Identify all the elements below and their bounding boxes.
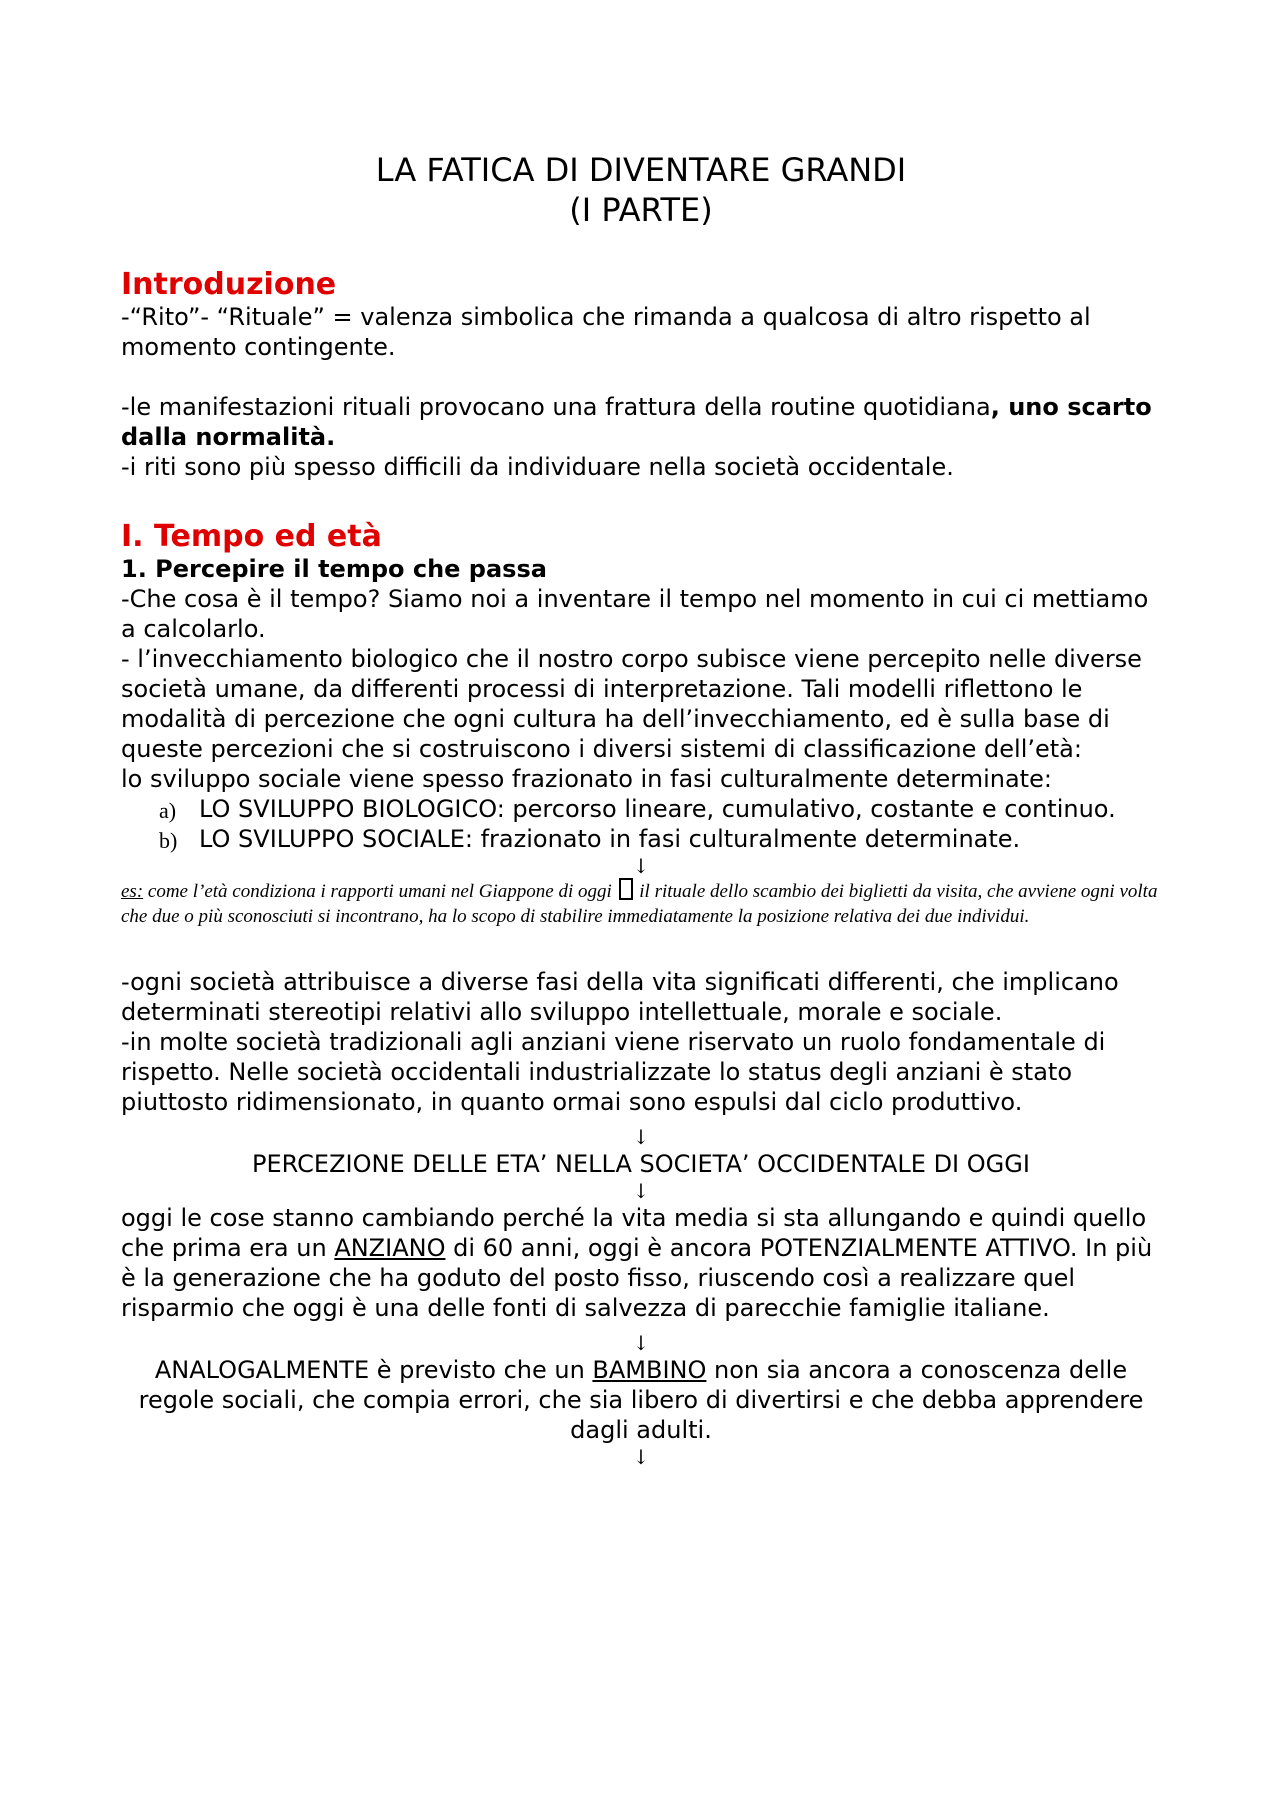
section1-paragraph-3: lo sviluppo sociale viene spesso frazionato in fasi culturalmente determinate: xyxy=(121,765,1052,793)
section1-paragraph-2: - l’invecchiamento biologico che il nostro corpo subisce viene percepito nelle diverse società umane, da differenti processi di interpretazione. Tali modelli riflettono le modalità di percezione che ogni cultura ha dell’invecchiamento, ed è sulla base di queste percezioni che si costruiscono i diversi sistemi di classificazione dell’età: xyxy=(121,645,1142,763)
down-arrow-icon: ↓ xyxy=(632,1125,650,1149)
down-arrow-icon: ↓ xyxy=(632,1331,650,1355)
list-marker: a) xyxy=(159,798,177,823)
example-label: es: xyxy=(121,881,144,902)
intro-paragraph-2 xyxy=(121,392,1161,452)
example-text-part2: il rituale dello scambio dei biglietti da visita, che avviene ogni volta che due o più sconosciuti si incontrano, ha lo scopo di stabilire immediatamente la posizione relativa dei due individui. xyxy=(121,881,1158,927)
down-arrow-icon: ↓ xyxy=(632,854,650,878)
document-title-line2: (I PARTE) xyxy=(569,191,713,229)
arrow-glyph-icon xyxy=(619,878,633,900)
document-body xyxy=(121,150,1161,1469)
intro-paragraph-2-text: -le manifestazioni rituali provocano una frattura della routine quotidiana xyxy=(121,393,991,421)
section1-paragraph-1: -Che cosa è il tempo? Siamo noi a inventare il tempo nel momento in cui ci mettiamo a calcolarlo. xyxy=(121,585,1149,643)
section1-subheading: 1. Percepire il tempo che passa xyxy=(121,555,547,583)
list-item-text: LO SVILUPPO BIOLOGICO: percorso lineare, cumulativo, costante e continuo. xyxy=(199,795,1116,823)
paragraph-7-text-b: non sia ancora a conoscenza delle regole sociali, che compia errori, che sia libero di divertirsi e che debba apprendere dagli adulti. xyxy=(138,1356,1144,1444)
paragraph-7-text-a: ANALOGALMENTE è previsto che un xyxy=(154,1356,593,1384)
list-marker: b) xyxy=(159,828,178,853)
example-text-part1: come l’età condiziona i rapporti umani nel Giappone di oggi xyxy=(143,881,612,902)
intro-paragraph-1: -“Rito”- “Rituale” = valenza simbolica che rimanda a qualcosa di altro rispetto al momento contingente. xyxy=(121,303,1091,361)
example-note xyxy=(121,878,1161,929)
section1-heading: I. Tempo ed età xyxy=(121,519,382,554)
down-arrow-icon: ↓ xyxy=(632,1179,650,1203)
document-title-line1: LA FATICA DI DIVENTARE GRANDI xyxy=(375,151,907,189)
paragraph-7-underlined: BAMBINO xyxy=(592,1356,707,1384)
section1-paragraph-5: -in molte società tradizionali agli anziani viene riservato un ruolo fondamentale di rispetto. Nelle società occidentali industrializzate lo status degli anziani è stato piuttosto ridimensionato, in quanto ormai sono espulsi dal ciclo produttivo. xyxy=(121,1028,1106,1116)
intro-heading: Introduzione xyxy=(121,267,337,302)
list-item xyxy=(121,824,1161,854)
intro-paragraph-2-bold: , uno scarto dalla normalità. xyxy=(121,393,1152,451)
intro-paragraph-3: -i riti sono più spesso difficili da individuare nella società occidentale. xyxy=(121,453,954,481)
list-item-text: LO SVILUPPO SOCIALE: frazionato in fasi culturalmente determinate. xyxy=(199,825,1021,853)
section1-paragraph-6 xyxy=(121,1203,1161,1323)
down-arrow-icon: ↓ xyxy=(632,1445,650,1469)
perception-heading: PERCEZIONE DELLE ETA’ NELLA SOCIETA’ OCCIDENTALE DI OGGI xyxy=(252,1150,1030,1178)
section1-paragraph-7 xyxy=(121,1355,1161,1445)
paragraph-6-text-b: di 60 anni, oggi è ancora POTENZIALMENTE ATTIVO. In più è la generazione che ha goduto del posto fisso, riuscendo così a realizzare quel risparmio che oggi è una delle fonti di salvezza di parecchie famiglie italiane. xyxy=(121,1234,1153,1322)
paragraph-6-text-a: oggi le cose stanno cambiando perché la vita media si sta allungando e quindi quello che prima era un xyxy=(121,1204,1147,1262)
paragraph-6-underlined: ANZIANO xyxy=(334,1234,446,1262)
development-list xyxy=(121,794,1161,854)
list-item xyxy=(121,794,1161,824)
section1-paragraph-4: -ogni società attribuisce a diverse fasi della vita significati differenti, che implicano determinati stereotipi relativi allo sviluppo intellettuale, morale e sociale. xyxy=(121,968,1119,1026)
